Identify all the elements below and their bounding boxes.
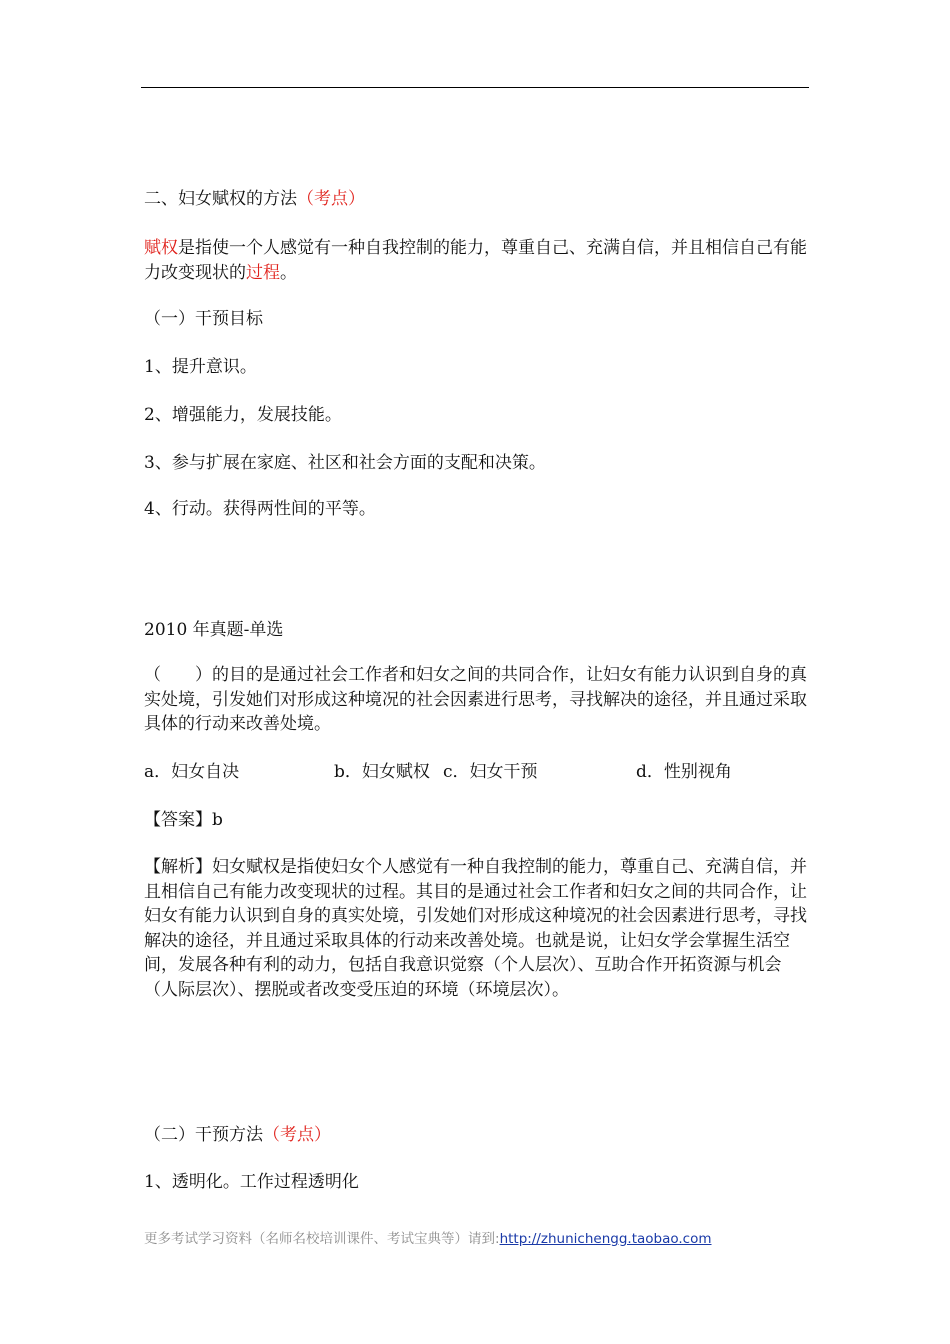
- list-item: 3、参与扩展在家庭、社区和社会方面的支配和决策。: [144, 453, 546, 473]
- answer: 【答案】b: [144, 810, 223, 830]
- goals-heading: （一）干预目标: [144, 309, 263, 329]
- header-rule: [141, 87, 809, 88]
- methods-heading: （二）干预方法（考点）: [144, 1125, 331, 1145]
- analysis-paragraph: 【解析】妇女赋权是指使妇女个人感觉有一种自我控制的能力，尊重自己、充满自信，并且相信自己有能力改变现状的过程。其目的是通过社会工作者和妇女之间的共同合作，让妇女有能力认识到自身的真实处境，引发她们对形成这种境况的社会因素进行思考，寻找解决的途径，并且通过采取具体的行动来改善处境。也就是说，让妇女学会掌握生活空间，发展各种有利的动力，包括自我意识觉察（个人层次）、互助合作开拓资源与机会（人际层次）、摆脱或者改变受压迫的环境（环境层次）。: [144, 857, 807, 1000]
- analysis-label: 【解析】: [144, 857, 212, 877]
- option-c: c．妇女干预: [443, 762, 538, 782]
- term-empowerment: 赋权: [144, 238, 178, 258]
- option-d: d．性别视角: [636, 762, 732, 782]
- footer-link[interactable]: http://zhunichengg.taobao.com: [499, 1231, 712, 1247]
- exam-point-tag: （考点）: [297, 189, 365, 209]
- list-item: 1、提升意识。: [144, 357, 257, 377]
- exam-label: 2010 年真题-单选: [144, 620, 284, 640]
- option-a: a．妇女自决: [144, 762, 240, 782]
- list-item: 2、增强能力，发展技能。: [144, 405, 342, 425]
- footer-text: 更多考试学习资料（名师名校培训课件、考试宝典等）请到:: [144, 1231, 500, 1247]
- exam-point-tag: （考点）: [263, 1125, 331, 1145]
- list-item: 4、行动。获得两性间的平等。: [144, 499, 376, 519]
- option-b: b．妇女赋权: [334, 762, 430, 782]
- definition-paragraph: 赋权是指使一个人感觉有一种自我控制的能力，尊重自己、充满自信，并且相信自己有能力改变现状的过程。: [144, 238, 807, 283]
- list-item: 1、透明化。工作过程透明化: [144, 1172, 359, 1192]
- section-heading: 二、妇女赋权的方法（考点）: [144, 189, 365, 209]
- footer: [144, 1227, 712, 1247]
- question-text: （ ）的目的是通过社会工作者和妇女之间的共同合作，让妇女有能力认识到自身的真实处境，引发她们对形成这种境况的社会因素进行思考，寻找解决的途径，并且通过采取具体的行动来改善处境。: [144, 665, 807, 734]
- options-row: [144, 760, 808, 785]
- term-process: 过程: [246, 262, 280, 283]
